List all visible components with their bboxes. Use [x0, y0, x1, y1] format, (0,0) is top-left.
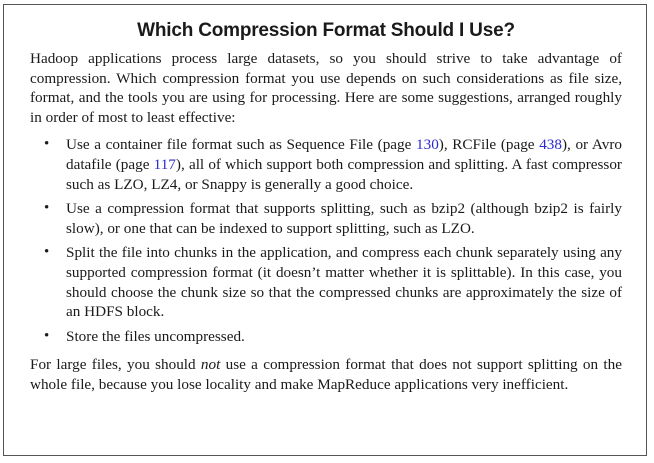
bullet-text: ), all of which support both compression and splitting. A fast compressor such as LZO, LZ4, or Snappy is generally a good choice. — [66, 155, 622, 193]
bullet-text: Split the file into chunks in the application, and compress each chunk separately using any supported compression format (it doesn’t matter whether it is splittable). In this case, you should choose the chunk size so that the compressed chunks are approximately the size of an HDFS block. — [66, 244, 622, 321]
sidebar-title: Which Compression Format Should I Use? — [137, 20, 515, 41]
bullet-icon: • — [44, 136, 50, 153]
page-link-438[interactable]: 438 — [539, 136, 562, 154]
closing-text: use a compression format that does not support splitting on the whole file, because you lose locality and make MapReduce applications very inefficient. — [30, 356, 622, 393]
bullet-text: Store the files uncompressed. — [66, 327, 245, 345]
closing-text: For large files, you should — [30, 356, 201, 374]
list-item — [44, 327, 622, 347]
bullet-text: Use a compression format that supports splitting, such as bzip2 (although bzip2 is fairly slow), or one that can be indexed to support splitting, such as LZO. — [66, 200, 622, 237]
list-item — [44, 243, 622, 321]
intro-paragraph: Hadoop applications process large datasets, so you should strive to take advantage of compression. Which compression format you use depends on such considerations as file size, format, and the tools you are using for processing. Here are some suggestions, arranged roughly in order of most to least effective: — [30, 50, 622, 126]
bullet-text: ), RCFile (page — [438, 136, 540, 154]
bullet-icon: • — [44, 200, 50, 217]
list-item — [44, 199, 622, 238]
page-link-130[interactable]: 130 — [416, 136, 439, 154]
bullet-text: ), or Avro datafile (page — [66, 136, 622, 173]
page-link-117[interactable]: 117 — [153, 155, 176, 173]
closing-emphasis: not — [200, 356, 221, 374]
bullet-icon: • — [44, 327, 50, 344]
suggestion-list — [30, 135, 622, 346]
closing-paragraph — [30, 355, 622, 394]
sidebar-box — [3, 4, 647, 456]
list-item — [44, 135, 622, 194]
bullet-icon: • — [44, 244, 50, 261]
bullet-text: Use a container file format such as Sequence File (page — [66, 136, 417, 154]
